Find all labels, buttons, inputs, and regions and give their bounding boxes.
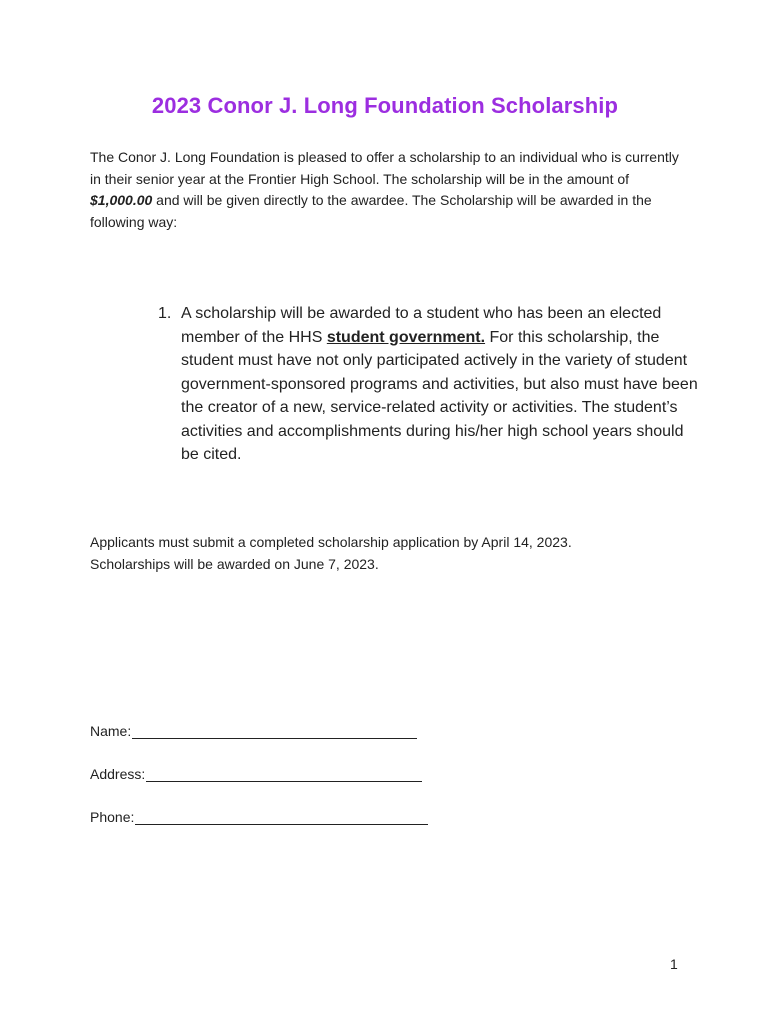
page-number: 1 (670, 956, 678, 972)
address-label: Address: (90, 766, 146, 782)
phone-field (90, 809, 428, 825)
deadline-paragraph (90, 531, 690, 575)
student-government-emphasis: student government. (326, 328, 486, 346)
list-number: 1. (158, 305, 172, 322)
scholarship-amount: $1,000.00 (90, 192, 153, 208)
intro-paragraph (90, 147, 690, 233)
address-field (90, 766, 422, 782)
address-blank-line[interactable] (146, 767, 422, 782)
phone-blank-line[interactable] (135, 810, 428, 825)
name-blank-line[interactable] (132, 724, 417, 739)
criteria-list-item (158, 302, 698, 467)
document-title: 2023 Conor J. Long Foundation Scholarship (151, 93, 619, 118)
intro-text-end: and will be given directly to the awardee. The Scholarship will be awarded in the following way: (90, 192, 652, 230)
intro-text-start: The Conor J. Long Foundation is pleased to offer a scholarship to an individual who is currently in their senior year at the Frontier High School. The scholarship will be in the amount of (90, 149, 679, 187)
name-label: Name: (90, 723, 132, 739)
award-date: Scholarships will be awarded on June 7, 2023. (90, 556, 379, 572)
criteria-text (181, 302, 698, 467)
phone-label: Phone: (90, 809, 135, 825)
application-deadline: Applicants must submit a completed scholarship application by April 14, 2023. (90, 534, 572, 550)
criteria-text-end: For this scholarship, the student must have not only participated actively in the variety of student government-sponsored programs and activities, but also must have been the creator of a new, service-related activity or activities. The student’s activities and accomplishments during his/her high school years should be cited. (181, 328, 698, 463)
name-field (90, 723, 417, 739)
criteria-text-start: A scholarship will be awarded to a student who has been an elected member of the HHS (181, 305, 662, 346)
